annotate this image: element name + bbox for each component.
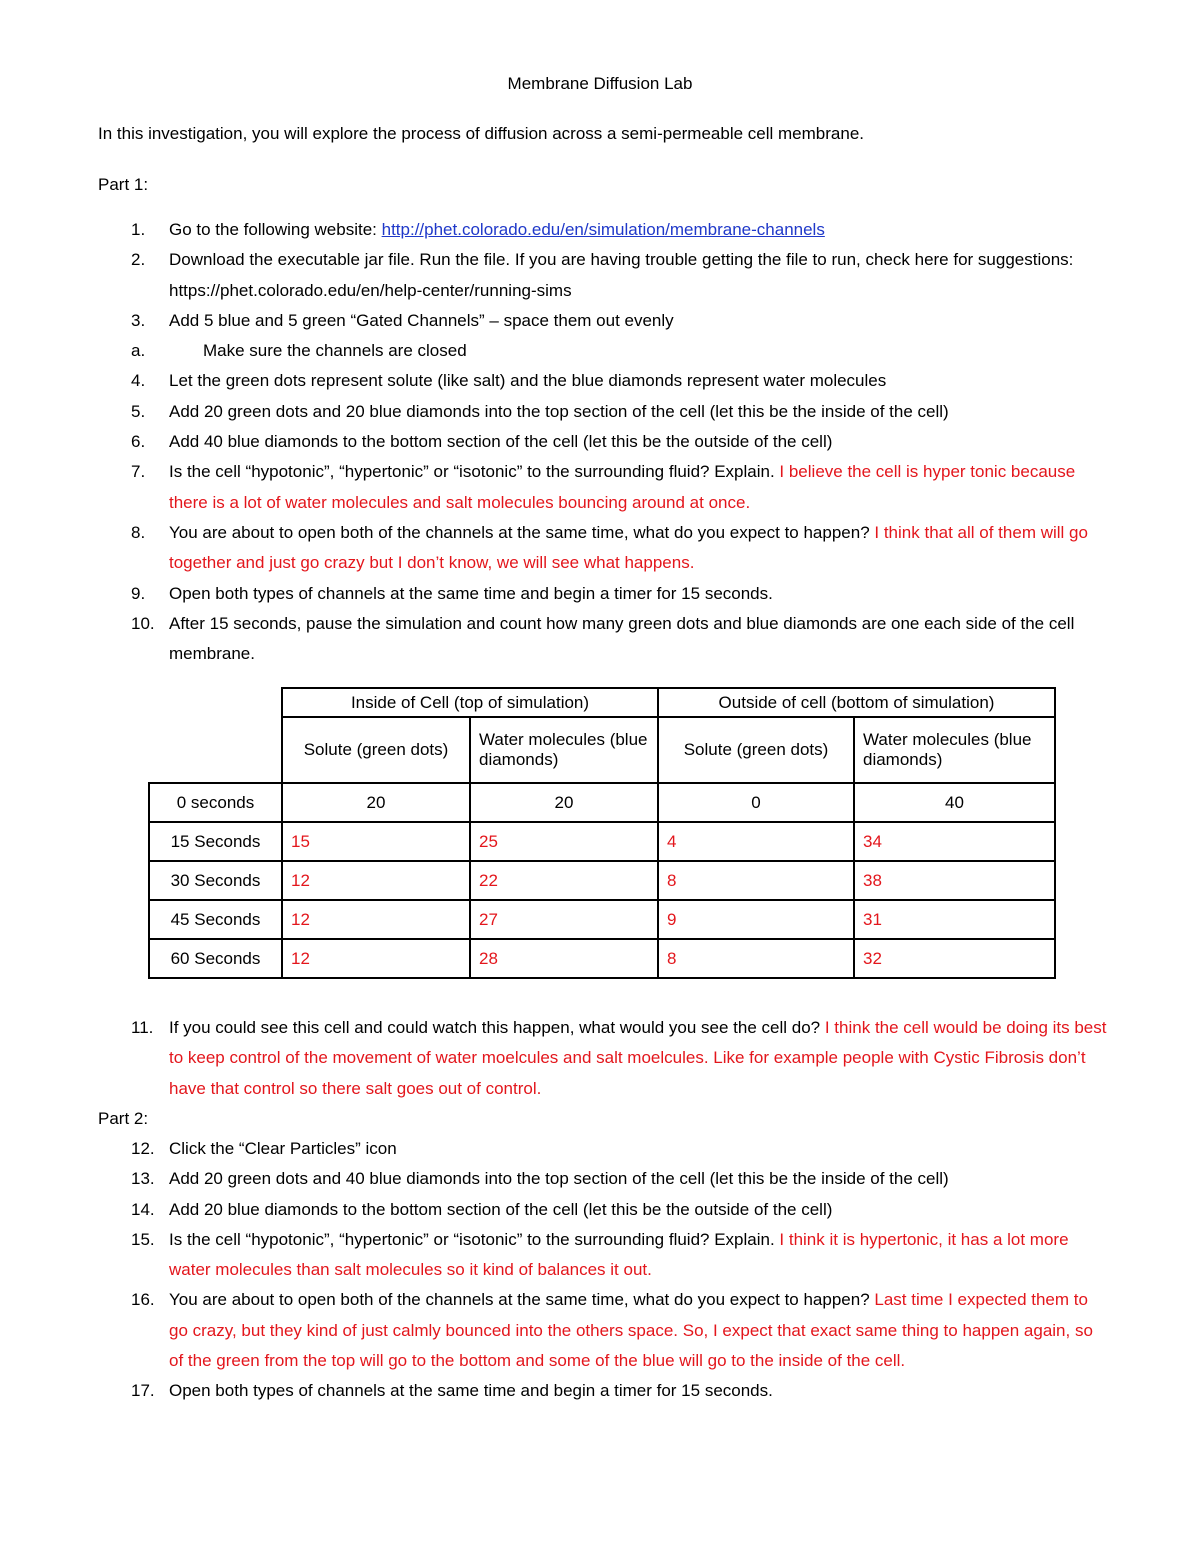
table-cell: 32 (854, 939, 1055, 978)
table-row (149, 861, 1055, 900)
step-number: 17. (131, 1381, 155, 1401)
col-header-outside-water: Water molecules (blue diamonds) (854, 717, 1055, 783)
sub-item-letter: a. (131, 341, 146, 361)
table-cell: 9 (658, 900, 854, 939)
step-text: Open both types of channels at the same time and begin a timer for 15 seconds. (169, 583, 773, 603)
list-item (98, 1195, 1108, 1225)
table-cell: 27 (470, 900, 658, 939)
row-label: 0 seconds (149, 783, 282, 822)
table-cell: 22 (470, 861, 658, 900)
table-cell: 15 (282, 822, 470, 861)
step-text: Add 20 green dots and 20 blue diamonds into the top section of the cell (let this be the inside of the cell) (169, 401, 949, 421)
step-text: Add 20 green dots and 40 blue diamonds into the top section of the cell (let this be the inside of the cell) (169, 1169, 949, 1189)
list-item (98, 306, 1108, 336)
list-item (98, 215, 1108, 245)
table-cell: 8 (658, 939, 854, 978)
student-answer: I think it is hypertonic, it has a lot more water molecules than salt molecules so it kind of balances it out. (169, 1229, 1069, 1280)
table-corner (149, 688, 282, 783)
step-text: Click the “Clear Particles” icon (169, 1139, 397, 1158)
step-text: Download the executable jar file. Run the file. If you are having trouble getting the file to run, check here for suggestions: https://phet.colorado.edu/en/help-center/running-sims (169, 250, 1074, 300)
step-number: 11. (131, 1018, 154, 1037)
table-cell: 12 (282, 900, 470, 939)
list-item (98, 1134, 1108, 1164)
col-header-inside-water: Water molecules (blue diamonds) (470, 717, 658, 783)
part-1-steps (98, 215, 1108, 669)
step-text: Add 20 blue diamonds to the bottom section of the cell (let this be the outside of the cell) (169, 1199, 833, 1219)
student-answer: I think the cell would be doing its best to keep control of the movement of water moelcules and salt moelcules. Like for example people with Cystic Fibrosis don’t have that control so there salt goes out of control. (169, 1018, 1107, 1098)
row-label: 60 Seconds (149, 939, 282, 978)
table-cell: 28 (470, 939, 658, 978)
student-answer: I believe the cell is hyper tonic because there is a lot of water molecules and salt molecules bouncing around at once. (169, 462, 1076, 512)
step-number: 8. (131, 522, 146, 542)
outside-cell-header: Outside of cell (bottom of simulation) (658, 688, 1055, 717)
step-text: Add 5 blue and 5 green “Gated Channels” – space them out evenly (169, 310, 674, 330)
step-number: 7. (131, 462, 146, 482)
part-2-heading: Part 2: (98, 1109, 149, 1128)
step-number: 6. (131, 432, 146, 452)
step-number: 10. (131, 613, 155, 633)
step-number: 16. (131, 1290, 155, 1310)
part-1-heading: Part 1: (98, 175, 149, 194)
step-number: 2. (131, 250, 146, 270)
table-cell: 34 (854, 822, 1055, 861)
sub-item (98, 336, 1108, 366)
step-text: You are about to open both of the channels at the same time, what do you expect to happen? (169, 522, 875, 542)
step-number: 1. (131, 220, 146, 239)
step-number: 12. (131, 1139, 155, 1158)
page-title: Membrane Diffusion Lab (507, 74, 693, 93)
step-text: If you could see this cell and could watch this happen, what would you see the cell do? (169, 1018, 825, 1037)
list-item (98, 245, 1108, 306)
table-row (149, 822, 1055, 861)
step-number: 15. (131, 1229, 155, 1249)
list-item (98, 1013, 1108, 1104)
list-item (98, 366, 1108, 396)
simulation-link[interactable]: http://phet.colorado.edu/en/simulation/membrane-channels (381, 220, 825, 239)
list-item (98, 457, 1108, 518)
table-row (149, 900, 1055, 939)
step-text: Go to the following website: (169, 220, 382, 239)
inside-cell-header: Inside of Cell (top of simulation) (282, 688, 658, 717)
table-cell: 20 (282, 783, 470, 822)
row-label: 30 Seconds (149, 861, 282, 900)
table-cell: 31 (854, 900, 1055, 939)
results-table (148, 687, 1056, 979)
step-number: 5. (131, 401, 146, 421)
list-item (98, 1376, 1108, 1406)
list-item (98, 609, 1108, 670)
step-text: Let the green dots represent solute (like salt) and the blue diamonds represent water molecules (169, 371, 887, 391)
table-cell: 8 (658, 861, 854, 900)
list-item (98, 518, 1108, 579)
list-item (98, 1225, 1108, 1286)
row-label: 45 Seconds (149, 900, 282, 939)
step-text: Add 40 blue diamonds to the bottom section of the cell (let this be the outside of the cell) (169, 432, 833, 452)
table-cell: 4 (658, 822, 854, 861)
table-cell: 38 (854, 861, 1055, 900)
table-body (149, 783, 1055, 978)
step-number: 3. (131, 310, 146, 330)
table-row (149, 939, 1055, 978)
step-number: 14. (131, 1199, 155, 1219)
student-answer: Last time I expected them to go crazy, but they kind of just calmly bounced into the others space. So, I expect that exact same thing to happen again, so of the green from the top will go to the bottom and some of the blue will go to the inside of the cell. (169, 1290, 1093, 1371)
list-item (98, 579, 1108, 609)
table-cell: 20 (470, 783, 658, 822)
step-text: Open both types of channels at the same time and begin a timer for 15 seconds. (169, 1381, 773, 1401)
list-item (98, 397, 1108, 427)
step-text: Is the cell “hypotonic”, “hypertonic” or “isotonic” to the surrounding fluid? Explain. (169, 1229, 780, 1249)
col-header-outside-solute: Solute (green dots) (658, 717, 854, 783)
row-label: 15 Seconds (149, 822, 282, 861)
step-number: 13. (131, 1169, 155, 1189)
table-row (149, 783, 1055, 822)
step-11 (98, 1013, 1108, 1104)
table-cell: 12 (282, 861, 470, 900)
part-2-steps (98, 1134, 1108, 1407)
table-cell: 40 (854, 783, 1055, 822)
step-number: 9. (131, 583, 146, 603)
list-item (98, 1285, 1108, 1376)
list-item (98, 427, 1108, 457)
col-header-inside-solute: Solute (green dots) (282, 717, 470, 783)
list-item (98, 1164, 1108, 1194)
step-text: You are about to open both of the channels at the same time, what do you expect to happen? (169, 1290, 875, 1310)
step-text: After 15 seconds, pause the simulation and count how many green dots and blue diamonds are one each side of the cell membrane. (169, 613, 1075, 664)
table-cell: 0 (658, 783, 854, 822)
step-number: 4. (131, 371, 146, 391)
table-cell: 25 (470, 822, 658, 861)
step-text: Is the cell “hypotonic”, “hypertonic” or “isotonic” to the surrounding fluid? Explain. (169, 462, 780, 482)
table-cell: 12 (282, 939, 470, 978)
sub-item-text: Make sure the channels are closed (203, 341, 467, 361)
intro-text: In this investigation, you will explore the process of diffusion across a semi-permeable cell membrane. (98, 124, 864, 143)
student-answer: I think that all of them will go together and just go crazy but I don’t know, we will see what happens. (169, 522, 1088, 573)
